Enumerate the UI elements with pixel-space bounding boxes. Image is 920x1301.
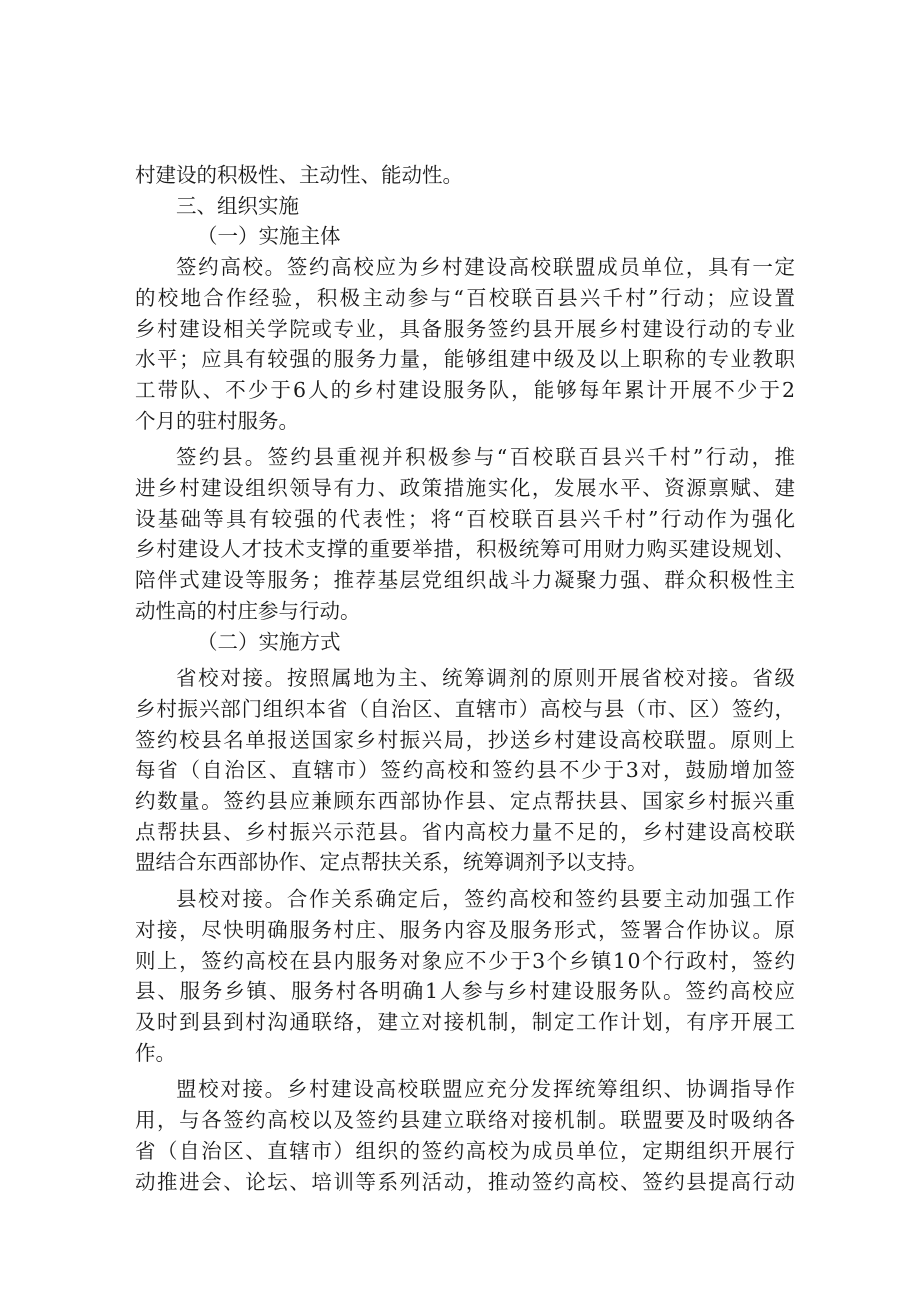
section-heading: 三、组织实施 xyxy=(176,193,299,218)
paragraph-line: 省（自治区、直辖市）组织的签约高校为成员单位，定期组织开展行 xyxy=(135,1138,797,1163)
paragraph-line: 用，与各签约高校以及签约县建立联络对接机制。联盟要及时吸纳各 xyxy=(135,1108,797,1133)
paragraph-line: 个月的驻村服务。 xyxy=(135,408,299,433)
paragraph-line: 水平；应具有较强的服务力量，能够组建中级及以上职称的专业教职 xyxy=(135,347,797,372)
paragraph-line: 的校地合作经验，积极主动参与“百校联百县兴千村”行动；应设置 xyxy=(135,285,798,310)
paragraph-line: 及时到县到村沟通联络，建立对接机制，制定工作计划，有序开展工 xyxy=(135,1009,797,1034)
paragraph-line: 进乡村建设组织领导有力、政策措施实化，发展水平、资源禀赋、建 xyxy=(135,476,797,501)
paragraph-line: 盟结合东西部协作、定点帮扶关系，统筹调剂予以支持。 xyxy=(135,850,648,875)
paragraph-line: 作。 xyxy=(135,1040,176,1065)
paragraph-line: 设基础等具有较强的代表性；将“百校联百县兴千村”行动作为强化 xyxy=(135,506,798,531)
paragraph-line: 乡村振兴部门组织本省（自治区、直辖市）高校与县（市、区）签约， xyxy=(135,696,796,721)
paragraph-line: 点帮扶县、乡村振兴示范县。省内高校力量不足的，乡村建设高校联 xyxy=(135,819,797,844)
paragraph-line: 县、服务乡镇、服务村各明确1人参与乡村建设服务队。签约高校应 xyxy=(135,979,797,1004)
paragraph-line: 村建设的积极性、主动性、能动性。 xyxy=(135,163,463,187)
paragraph-line: 则上，签约高校在县内服务对象应不少于3个乡镇10个行政村，签约 xyxy=(135,948,797,973)
paragraph-line: 陪伴式建设等服务；推荐基层党组织战斗力凝聚力强、群众积极性主 xyxy=(135,568,797,593)
paragraph-line: 动性高的村庄参与行动。 xyxy=(135,598,361,623)
paragraph-line: 对接，尽快明确服务村庄、服务内容及服务形式，签署合作协议。原 xyxy=(135,917,797,942)
paragraph-first-line: 盟校对接。乡村建设高校联盟应充分发挥统筹组织、协调指导作 xyxy=(176,1077,797,1102)
paragraph-line: 工带队、不少于6人的乡村建设服务队，能够每年累计开展不少于2 xyxy=(135,377,798,402)
subsection-heading: （二）实施方式 xyxy=(197,629,341,654)
paragraph-line: 每省（自治区、直辖市）签约高校和签约县不少于3对，鼓励增加签 xyxy=(135,758,797,783)
paragraph-first-line: 签约县。签约县重视并积极参与“百校联百县兴千村”行动，推 xyxy=(176,445,798,470)
paragraph-first-line: 签约高校。签约高校应为乡村建设高校联盟成员单位，具有一定 xyxy=(176,255,797,280)
paragraph-line: 乡村建设人才技术支撑的重要举措，积极统筹可用财力购买建设规划、 xyxy=(135,537,796,562)
paragraph-line: 约数量。签约县应兼顾东西部协作县、定点帮扶县、国家乡村振兴重 xyxy=(135,789,797,814)
paragraph-first-line: 县校对接。合作关系确定后，签约高校和签约县要主动加强工作 xyxy=(176,887,797,912)
subsection-heading: （一）实施主体 xyxy=(197,224,341,249)
paragraph-line: 签约校县名单报送国家乡村振兴局，抄送乡村建设高校联盟。原则上 xyxy=(135,727,797,752)
paragraph-line: 乡村建设相关学院或专业，具备服务签约县开展乡村建设行动的专业 xyxy=(135,316,797,341)
paragraph-line: 动推进会、论坛、培训等系列活动，推动签约高校、签约县提高行动 xyxy=(135,1169,797,1194)
document-body xyxy=(135,160,798,1197)
paragraph-first-line: 省校对接。按照属地为主、统筹调剂的原则开展省校对接。省级 xyxy=(176,666,797,691)
